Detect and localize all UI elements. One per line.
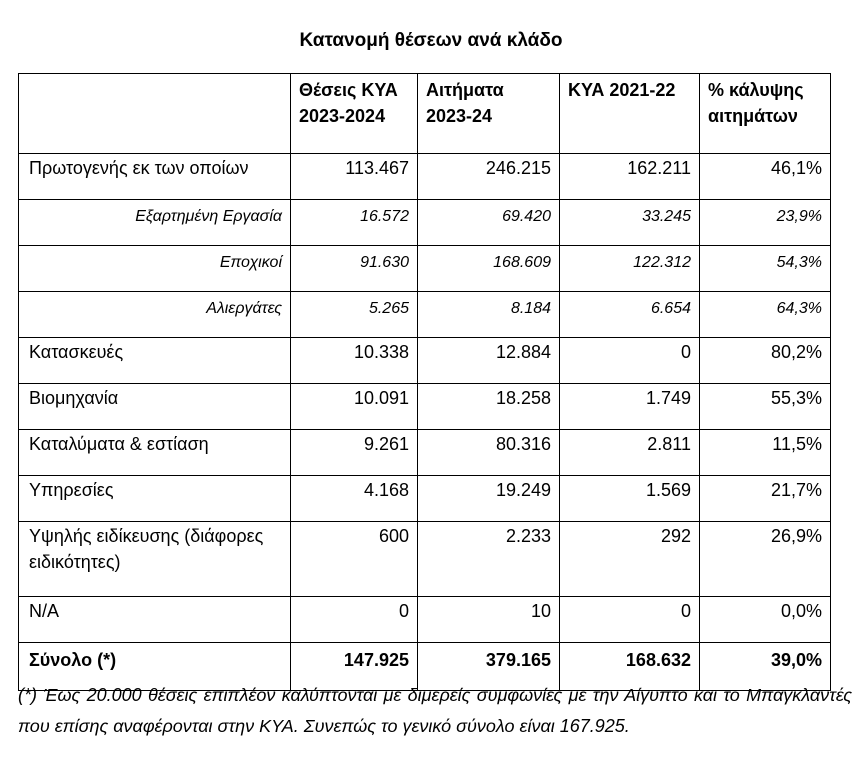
row-label: Εποχικοί xyxy=(19,246,291,292)
cell-value: 9.261 xyxy=(291,430,418,476)
cell-value: 91.630 xyxy=(291,246,418,292)
cell-value: 55,3% xyxy=(700,384,831,430)
table-row xyxy=(19,154,831,200)
header-row xyxy=(19,74,831,154)
allocation-table xyxy=(18,73,831,691)
cell-value: 2.811 xyxy=(560,430,700,476)
row-label: Αλιεργάτες xyxy=(19,292,291,338)
cell-value: 162.211 xyxy=(560,154,700,200)
table-row xyxy=(19,338,831,384)
cell-value: 80.316 xyxy=(418,430,560,476)
table-row xyxy=(19,522,831,597)
cell-value: 0 xyxy=(560,338,700,384)
row-label: Καταλύματα & εστίαση xyxy=(19,430,291,476)
cell-value: 5.265 xyxy=(291,292,418,338)
cell-value: 113.467 xyxy=(291,154,418,200)
cell-value: 10.338 xyxy=(291,338,418,384)
table-row xyxy=(19,597,831,643)
row-label: Σύνολο (*) xyxy=(19,643,291,691)
cell-value: 39,0% xyxy=(700,643,831,691)
cell-value: 69.420 xyxy=(418,200,560,246)
table-row xyxy=(19,200,831,246)
header-coverage-percent: % κάλυψης αιτημάτων xyxy=(700,74,831,154)
cell-value: 246.215 xyxy=(418,154,560,200)
table-row xyxy=(19,430,831,476)
cell-value: 18.258 xyxy=(418,384,560,430)
cell-value: 1.569 xyxy=(560,476,700,522)
table-row xyxy=(19,246,831,292)
cell-value: 23,9% xyxy=(700,200,831,246)
cell-value: 10 xyxy=(418,597,560,643)
cell-value: 64,3% xyxy=(700,292,831,338)
cell-value: 0 xyxy=(291,597,418,643)
cell-value: 16.572 xyxy=(291,200,418,246)
cell-value: 46,1% xyxy=(700,154,831,200)
cell-value: 11,5% xyxy=(700,430,831,476)
cell-value: 80,2% xyxy=(700,338,831,384)
table-row xyxy=(19,476,831,522)
cell-value: 0 xyxy=(560,597,700,643)
row-label: Πρωτογενής εκ των οποίων xyxy=(19,154,291,200)
cell-value: 26,9% xyxy=(700,522,831,597)
cell-value: 1.749 xyxy=(560,384,700,430)
footnote: (*) Έως 20.000 θέσεις επιπλέον καλύπτονται με διμερείς συμφωνίες με την Αίγυπτο και το Μπαγκλαντές που επίσης αναφέρονται στην ΚΥΑ. Συνεπώς το γενικό σύνολο είναι 167.925. xyxy=(18,685,852,736)
cell-value: 0,0% xyxy=(700,597,831,643)
cell-value: 168.609 xyxy=(418,246,560,292)
cell-value: 292 xyxy=(560,522,700,597)
row-label: Εξαρτημένη Εργασία xyxy=(19,200,291,246)
header-cell-empty xyxy=(19,74,291,154)
cell-value: 122.312 xyxy=(560,246,700,292)
header-requests-2023-24: Αιτήματα 2023-24 xyxy=(418,74,560,154)
cell-value: 4.168 xyxy=(291,476,418,522)
table-title: Κατανομή θέσεων ανά κλάδο xyxy=(299,30,563,51)
cell-value: 147.925 xyxy=(291,643,418,691)
cell-value: 10.091 xyxy=(291,384,418,430)
cell-value: 21,7% xyxy=(700,476,831,522)
row-label: Υπηρεσίες xyxy=(19,476,291,522)
cell-value: 12.884 xyxy=(418,338,560,384)
cell-value: 6.654 xyxy=(560,292,700,338)
cell-value: 19.249 xyxy=(418,476,560,522)
table-row xyxy=(19,384,831,430)
row-label: Υψηλής ειδίκευσης (διάφορες ειδικότητες) xyxy=(19,522,291,597)
row-label: N/A xyxy=(19,597,291,643)
row-label: Βιομηχανία xyxy=(19,384,291,430)
row-label: Κατασκευές xyxy=(19,338,291,384)
cell-value: 33.245 xyxy=(560,200,700,246)
cell-value: 54,3% xyxy=(700,246,831,292)
cell-value: 379.165 xyxy=(418,643,560,691)
cell-value: 8.184 xyxy=(418,292,560,338)
cell-value: 168.632 xyxy=(560,643,700,691)
header-positions-2023-2024: Θέσεις ΚΥΑ 2023-2024 xyxy=(291,74,418,154)
cell-value: 600 xyxy=(291,522,418,597)
header-kya-2021-22: ΚΥΑ 2021-22 xyxy=(560,74,700,154)
cell-value: 2.233 xyxy=(418,522,560,597)
table-row xyxy=(19,292,831,338)
